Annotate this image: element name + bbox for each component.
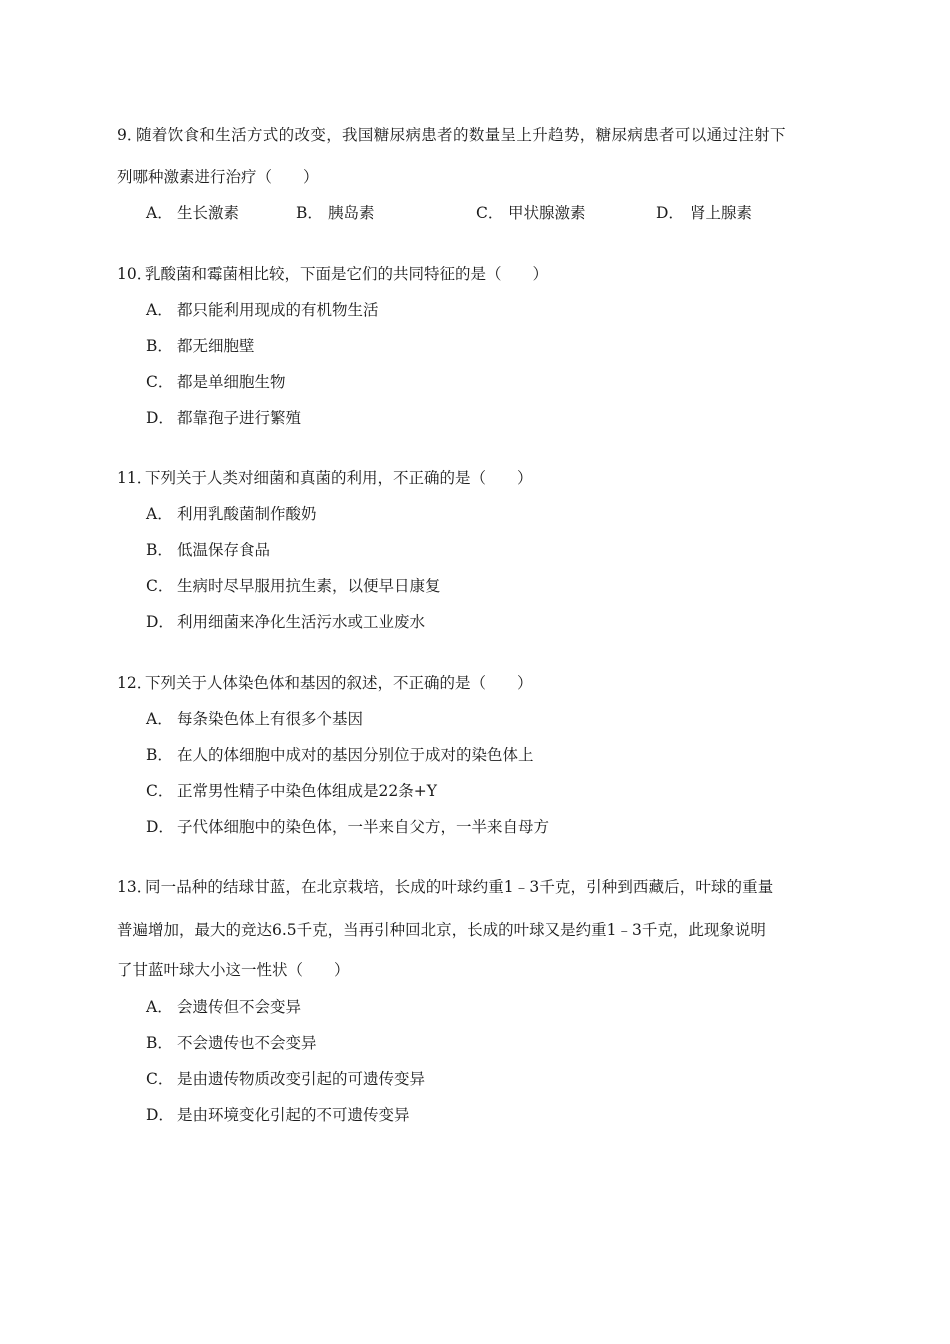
option-text: 正常男性精子中染色体组成是22条+Y bbox=[177, 782, 437, 800]
option-letter: C． bbox=[146, 782, 174, 800]
option-letter: C． bbox=[146, 373, 174, 391]
option-letter: D． bbox=[146, 1106, 174, 1124]
option-text: 会遗传但不会变异 bbox=[177, 998, 302, 1016]
option-text: 利用乳酸菌制作酸奶 bbox=[177, 505, 317, 523]
option-text: 都靠孢子进行繁殖 bbox=[177, 409, 302, 427]
question-stem-line: 随着饮食和生活方式的改变，我国糖尿病患者的数量呈上升趋势，糖尿病患者可以通过注射下 bbox=[136, 126, 786, 144]
question-stem-line: 普遍增加，最大的竞达6.5千克，当再引种回北京，长成的叶球又是约重1﹣3千克，此现象说明 bbox=[117, 921, 766, 939]
option-text: 胰岛素 bbox=[328, 204, 375, 222]
option-letter: B． bbox=[146, 541, 173, 559]
option-text: 是由遗传物质改变引起的可遗传变异 bbox=[177, 1070, 426, 1088]
question-stem-line: 下列关于人体染色体和基因的叙述，不正确的是（ ） bbox=[145, 674, 533, 692]
option-text: 利用细菌来净化生活污水或工业废水 bbox=[177, 613, 426, 631]
question-number: 11． bbox=[117, 469, 153, 487]
option-text: 都是单细胞生物 bbox=[177, 373, 286, 391]
option-text: 生长激素 bbox=[177, 204, 240, 222]
option-letter: A． bbox=[146, 301, 173, 319]
option-text: 都无细胞壁 bbox=[177, 337, 255, 355]
question-number: 12． bbox=[117, 674, 153, 692]
option-text: 每条染色体上有很多个基因 bbox=[177, 710, 364, 728]
question-stem-line: 乳酸菌和霉菌相比较，下面是它们的共同特征的是（ ） bbox=[145, 265, 549, 283]
option-letter: D． bbox=[656, 204, 684, 222]
option-text: 肾上腺素 bbox=[690, 204, 753, 222]
option-text: 在人的体细胞中成对的基因分别位于成对的染色体上 bbox=[177, 746, 534, 764]
option-text: 低温保存食品 bbox=[177, 541, 271, 559]
option-text: 是由环境变化引起的不可遗传变异 bbox=[177, 1106, 410, 1124]
option-letter: A． bbox=[146, 998, 173, 1016]
option-letter: A． bbox=[146, 505, 173, 523]
option-letter: D． bbox=[146, 818, 174, 836]
option-letter: B． bbox=[146, 746, 173, 764]
option-letter: C． bbox=[146, 1070, 174, 1088]
option-text: 生病时尽早服用抗生素，以便早日康复 bbox=[177, 577, 441, 595]
option-letter: B． bbox=[146, 1034, 173, 1052]
option-letter: C． bbox=[476, 204, 504, 222]
option-text: 都只能利用现成的有机物生活 bbox=[177, 301, 379, 319]
option-letter: B． bbox=[146, 337, 173, 355]
question-number: 13． bbox=[117, 878, 153, 896]
option-text: 子代体细胞中的染色体，一半来自父方，一半来自母方 bbox=[177, 818, 550, 836]
option-letter: C． bbox=[146, 577, 174, 595]
question-number: 9． bbox=[117, 126, 143, 144]
option-letter: D． bbox=[146, 409, 174, 427]
option-text: 不会遗传也不会变异 bbox=[177, 1034, 317, 1052]
option-letter: D． bbox=[146, 613, 174, 631]
option-letter: A． bbox=[146, 710, 173, 728]
question-stem-line: 列哪种激素进行治疗（ ） bbox=[117, 168, 319, 186]
question-number: 10． bbox=[117, 265, 153, 283]
question-stem-line: 下列关于人类对细菌和真菌的利用，不正确的是（ ） bbox=[145, 469, 533, 487]
question-stem-line: 同一品种的结球甘蓝，在北京栽培，长成的叶球约重1﹣3千克，引种到西藏后，叶球的重量 bbox=[145, 878, 774, 896]
option-text: 甲状腺激素 bbox=[508, 204, 586, 222]
option-letter: A． bbox=[146, 204, 173, 222]
option-letter: B． bbox=[296, 204, 323, 222]
question-stem-line: 了甘蓝叶球大小这一性状（ ） bbox=[117, 961, 350, 979]
